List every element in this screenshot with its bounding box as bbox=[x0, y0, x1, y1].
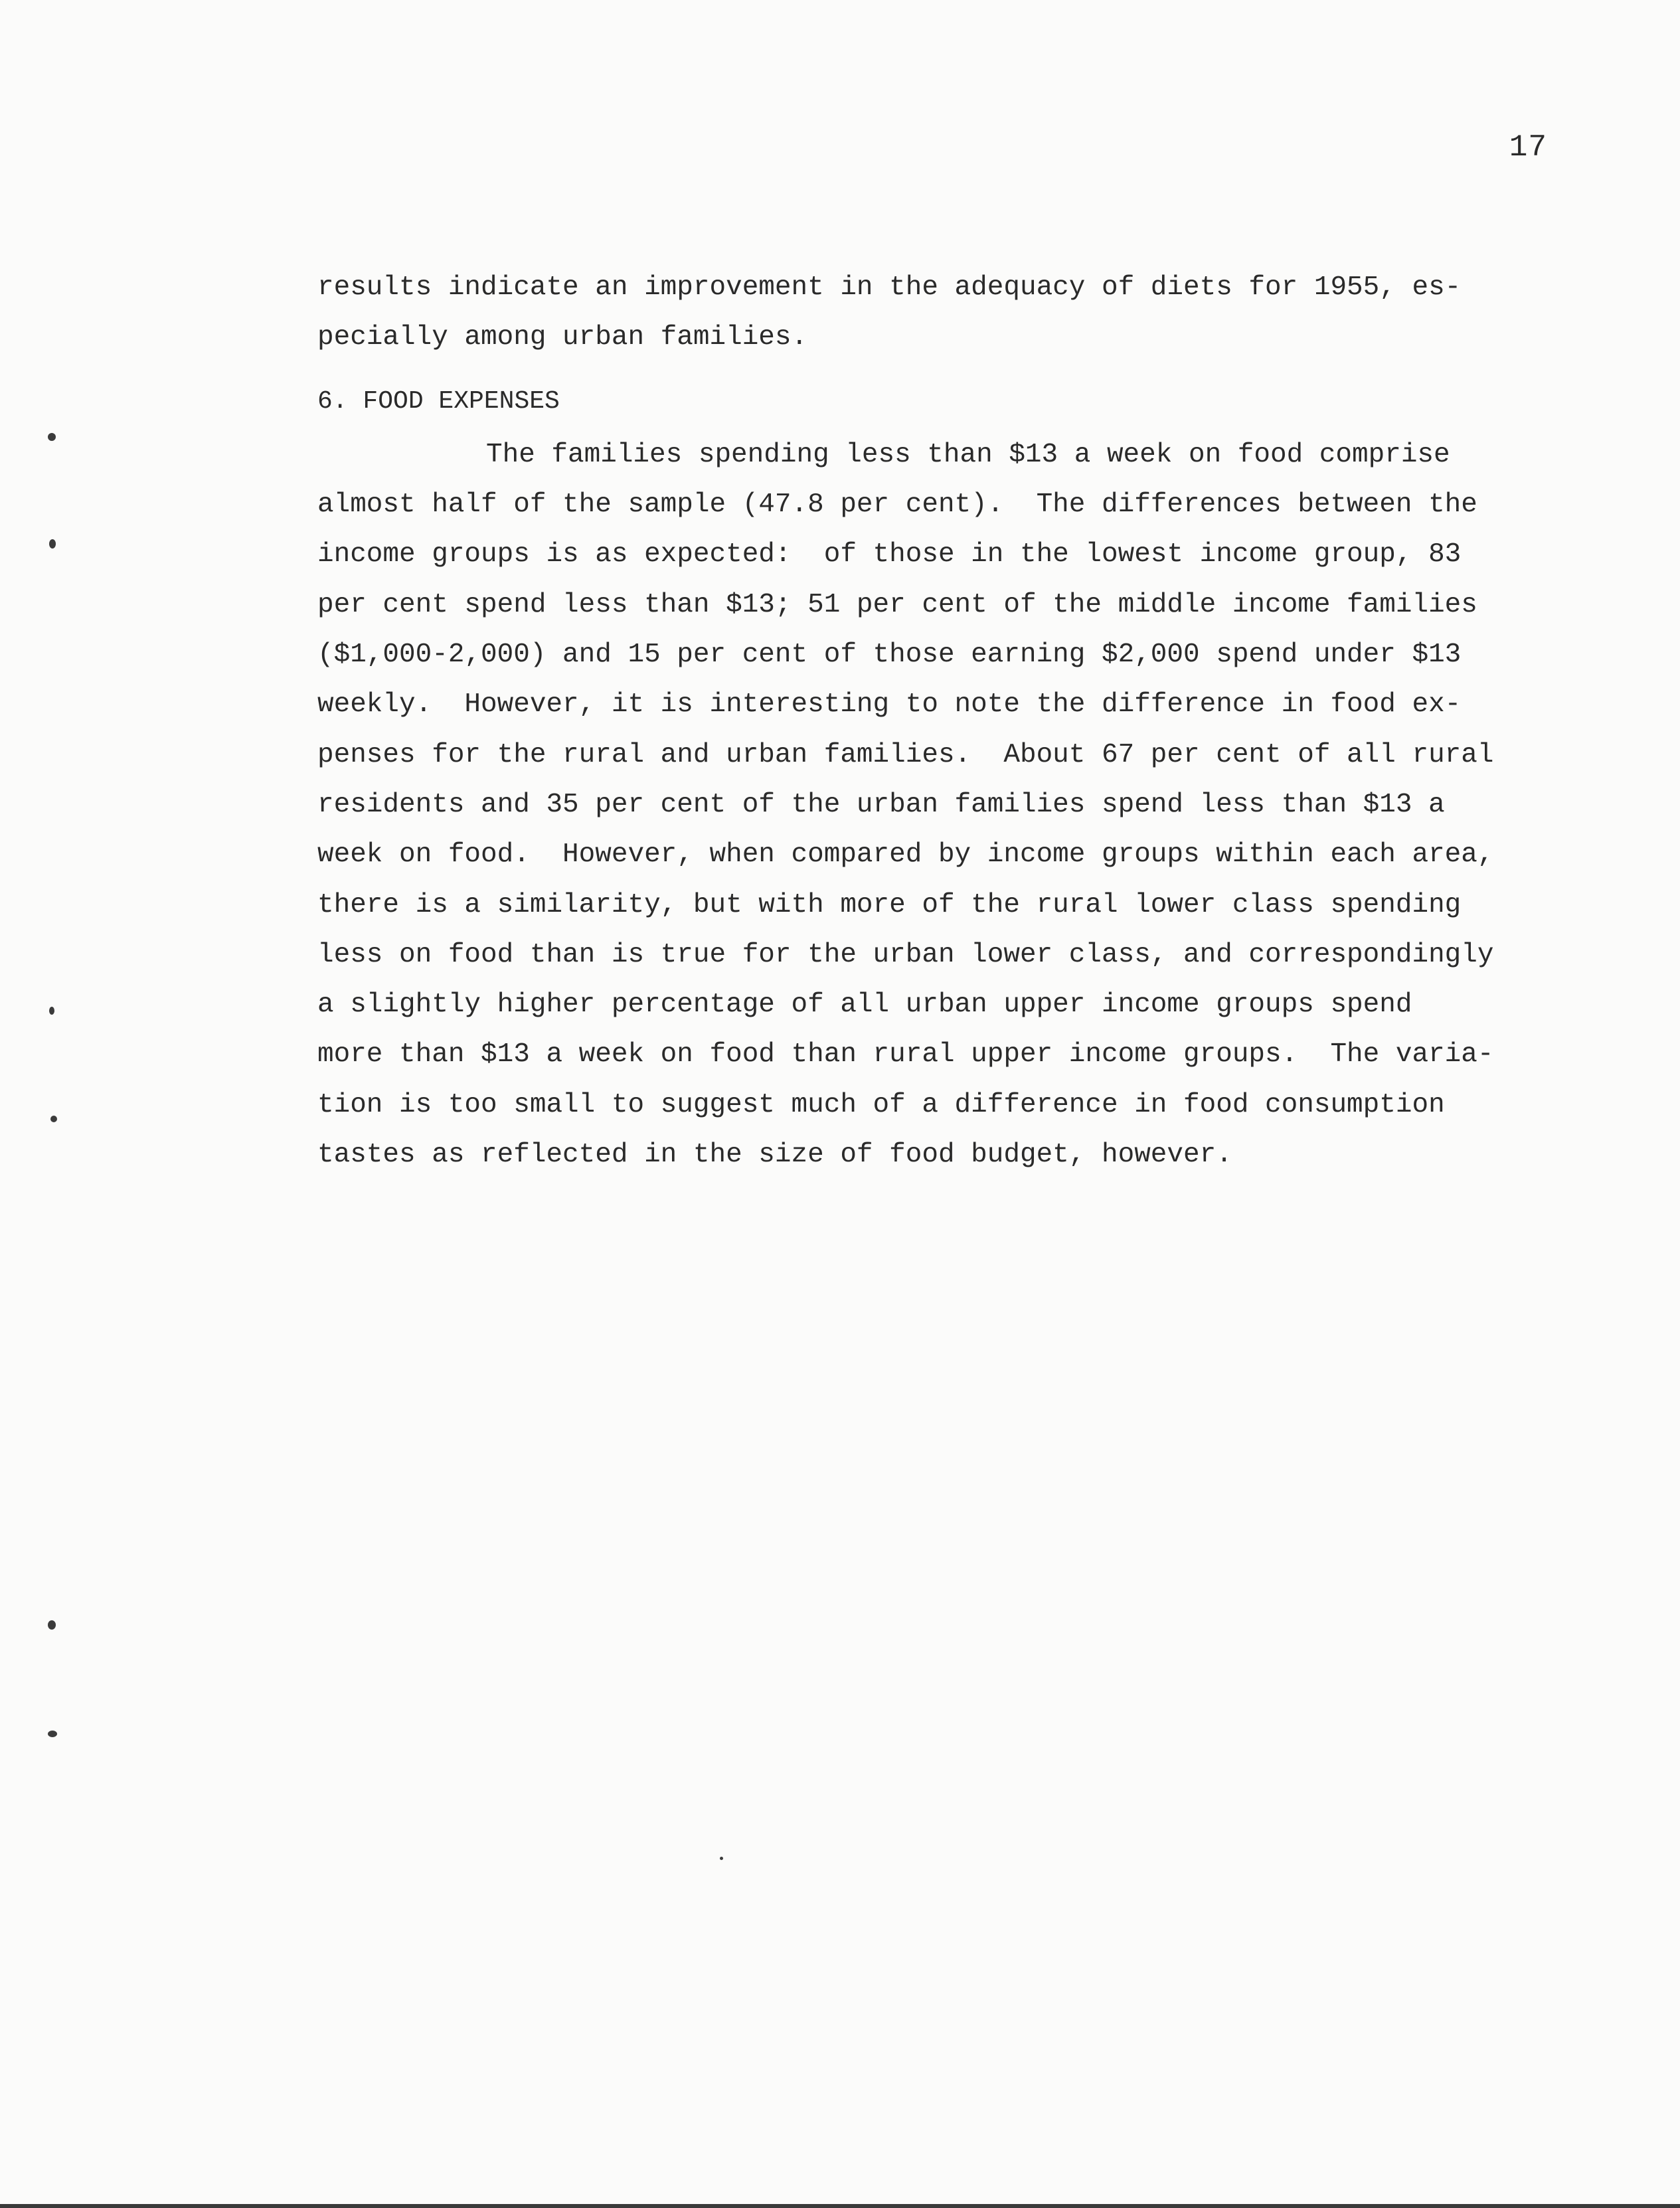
opening-line-2: pecially among urban families. bbox=[317, 322, 808, 353]
paragraph-line: less on food than is true for the urban lower class, and correspondingly bbox=[317, 939, 1494, 970]
paragraph-line: tastes as reflected in the size of food budget, however. bbox=[317, 1140, 1232, 1171]
page-number: 17 bbox=[1509, 130, 1547, 165]
scan-speck bbox=[49, 539, 56, 549]
page-bottom-edge bbox=[0, 2204, 1680, 2208]
scan-speck bbox=[49, 1007, 54, 1015]
document-body bbox=[317, 263, 1526, 1180]
paragraph-line: week on food. However, when compared by income groups within each area, bbox=[317, 839, 1494, 871]
paragraph-line: penses for the rural and urban families. About 67 per cent of all rural bbox=[317, 739, 1494, 770]
scan-speck bbox=[48, 1620, 56, 1630]
paragraph-line: residents and 35 per cent of the urban families spend less than $13 a bbox=[317, 789, 1445, 820]
section-heading: 6. FOOD EXPENSES bbox=[317, 386, 560, 416]
scan-speck bbox=[720, 1857, 723, 1860]
paragraph-line: weekly. However, it is interesting to note the difference in food ex- bbox=[317, 689, 1462, 721]
paragraph-line: per cent spend less than $13; 51 per cent of the middle income families bbox=[317, 589, 1477, 620]
scan-speck bbox=[48, 1731, 57, 1737]
paragraph-line: almost half of the sample (47.8 per cent). The differences between the bbox=[317, 489, 1477, 521]
paragraph-line: ($1,000-2,000) and 15 per cent of those earning $2,000 spend under $13 bbox=[317, 639, 1462, 671]
paragraph-line: income groups is as expected: of those in the lowest income group, 83 bbox=[317, 539, 1462, 570]
opening-line-1: results indicate an improvement in the adequacy of diets for 1955, es- bbox=[317, 272, 1462, 303]
paragraph-line: there is a similarity, but with more of the rural lower class spending bbox=[317, 889, 1462, 920]
paragraph-line: tion is too small to suggest much of a difference in food consumption bbox=[317, 1089, 1445, 1120]
paragraph-line: more than $13 a week on food than rural upper income groups. The varia- bbox=[317, 1039, 1494, 1070]
scan-speck bbox=[48, 433, 56, 441]
paragraph-line: a slightly higher percentage of all urban upper income groups spend bbox=[317, 989, 1412, 1021]
paragraph-line: The families spending less than $13 a week on food comprise bbox=[486, 439, 1450, 470]
scan-speck bbox=[50, 1116, 57, 1122]
